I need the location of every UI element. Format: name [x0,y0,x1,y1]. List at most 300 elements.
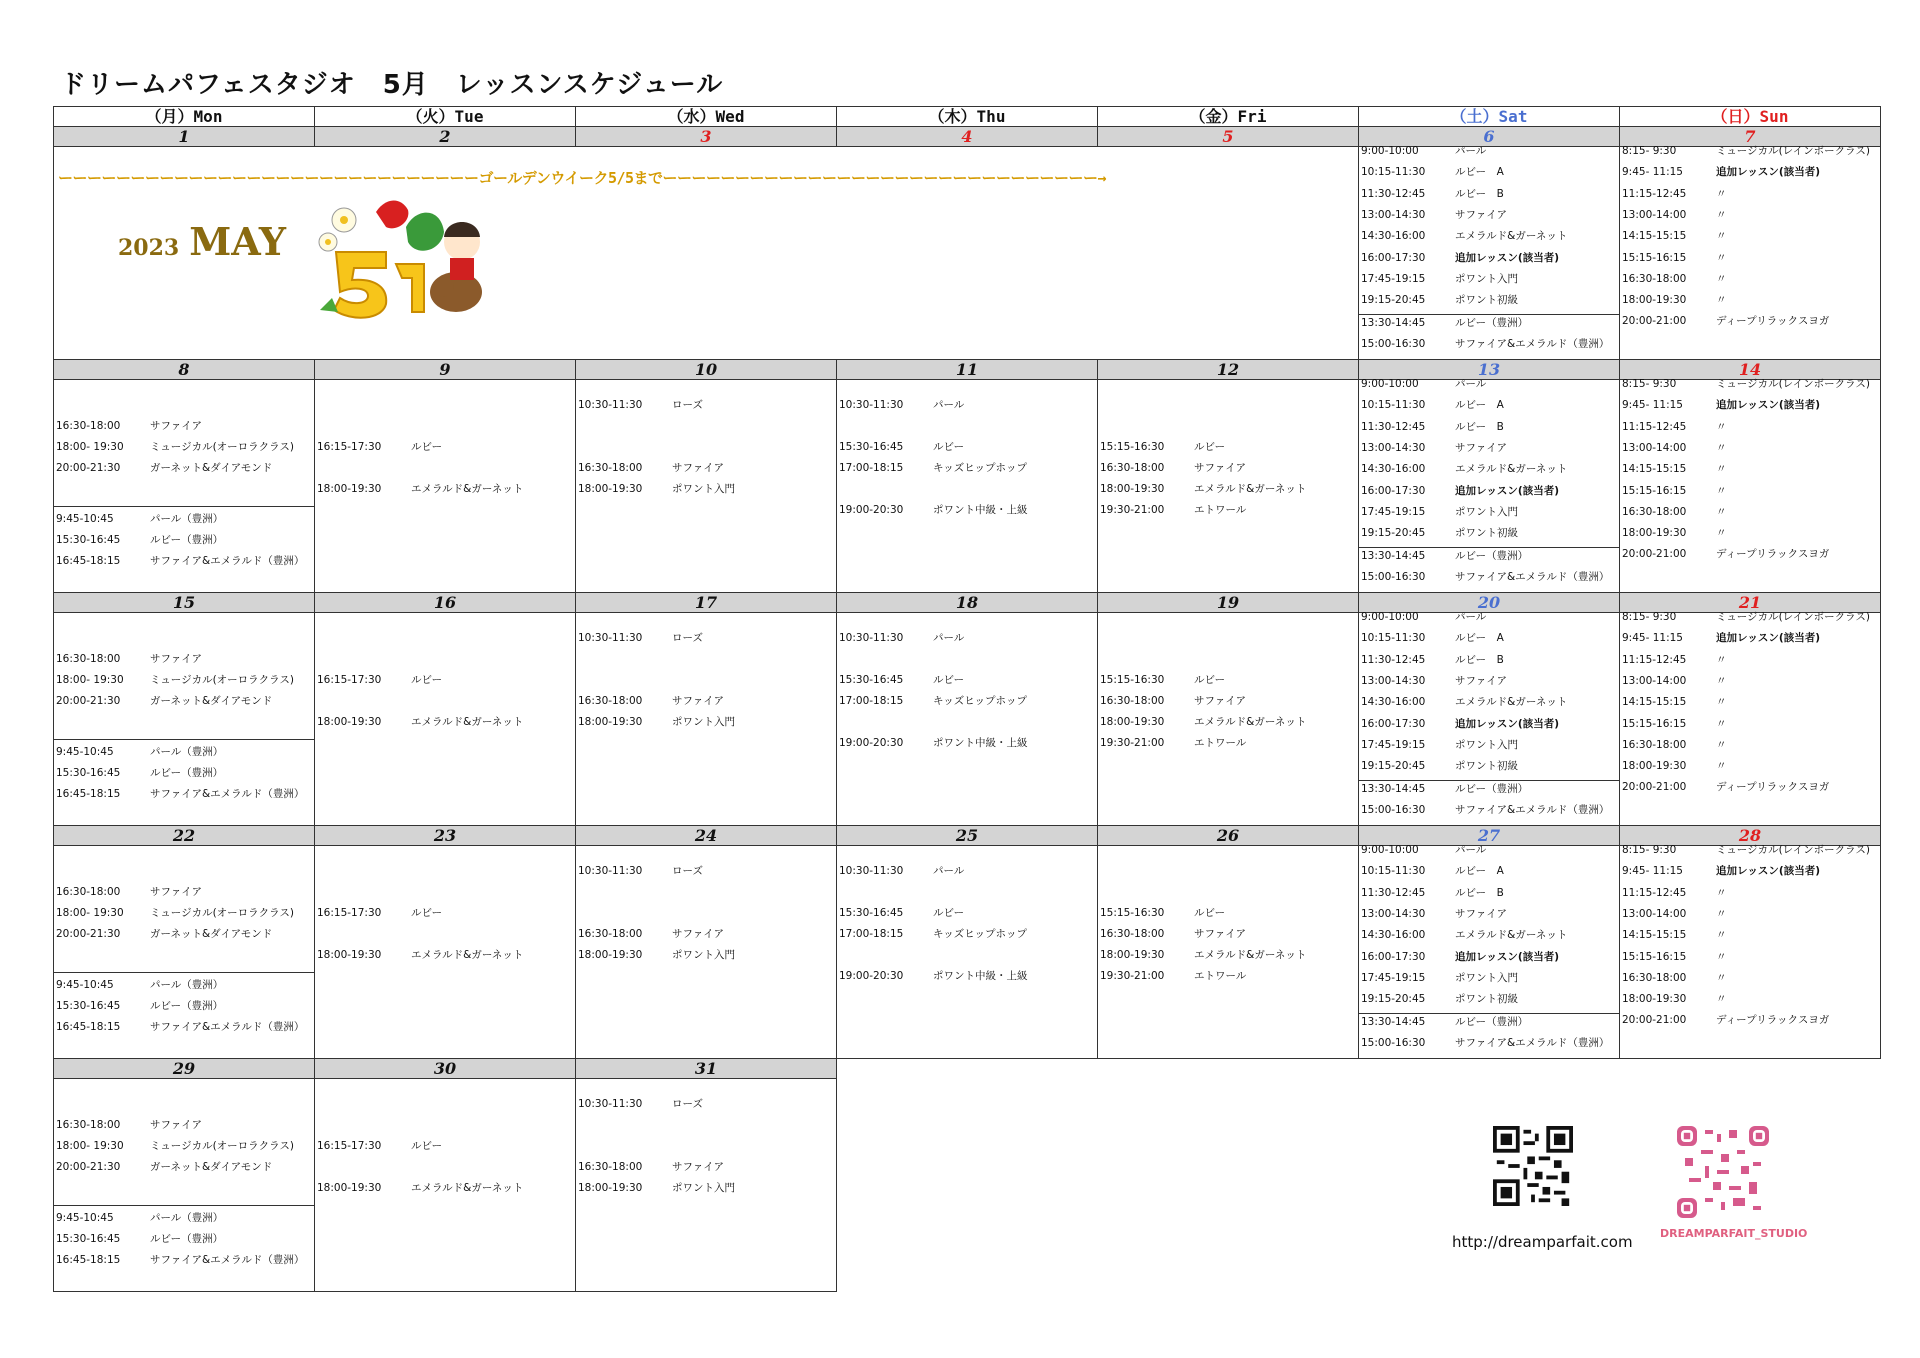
lesson-slot [1361,485,1559,498]
lesson-time: 14:15-15:15 [1622,929,1687,942]
lesson-time: 20:00-21:30 [56,695,121,707]
lesson-name: ポワント入門 [672,483,735,495]
lesson-slot [1361,675,1507,688]
lesson-name: ルビー A [1455,865,1504,878]
lesson-slot [1622,675,1727,688]
lesson-name: 追加レッスン(該当者) [1455,717,1559,730]
day-number: 6 [1359,127,1620,147]
lesson-name: ポワント初級 [1455,760,1518,773]
lesson-name: キッズヒップホップ [933,695,1027,707]
lesson-slot [1100,949,1306,962]
lesson-slot [1361,887,1504,900]
lesson-slot [1361,632,1504,645]
lesson-slot [1622,315,1829,328]
lesson-name: ルビー [933,441,965,453]
lesson-slot [578,1182,735,1195]
lesson-slot [1622,294,1727,307]
lesson-slot [1622,378,1870,391]
lesson-slot [1622,188,1727,201]
week-row [54,1079,1881,1292]
lesson-name: エトワール [1194,970,1247,982]
lesson-slot [1622,951,1727,964]
location-divider [1359,1013,1619,1014]
golden-week-cell [54,147,1359,360]
lesson-slot [317,716,523,729]
lesson-name: ルビー [1194,441,1226,453]
lesson-time: 14:30-16:00 [1361,463,1426,476]
day-number-row [54,127,1881,147]
day-number: 2 [315,127,576,147]
lesson-time: 9:45-10:45 [56,1212,114,1224]
lesson-slot [1622,527,1727,540]
lesson-time: 16:15-17:30 [317,907,382,919]
lesson-time: 13:00-14:30 [1361,208,1426,221]
day-number: 3 [576,127,837,147]
lesson-slot [56,441,294,454]
lesson-name: ルビー（豊洲） [150,767,224,779]
lesson-name: ローズ [672,632,703,644]
day-cell-sat [1359,613,1620,826]
lesson-time: 9:00-10:00 [1361,378,1419,390]
lesson-time: 16:00-17:30 [1361,950,1426,963]
lesson-time: 16:30-18:00 [1622,272,1687,285]
lesson-slot [1361,421,1504,434]
lesson-name: サファイア [1194,928,1246,940]
lesson-name: エトワール [1194,737,1247,749]
lesson-name: パール [1455,844,1487,856]
lesson-time: 10:15-11:30 [1361,399,1426,412]
lesson-name: ディープリラックスヨガ [1716,315,1830,328]
day-number: 8 [54,360,315,380]
lesson-time: 9:45- 11:15 [1622,399,1683,412]
lesson-name: 追加レッスン(該当者) [1716,865,1820,878]
lesson-slot [56,907,294,920]
lesson-slot [1361,506,1518,519]
lesson-time: 17:45-19:15 [1361,738,1426,751]
lesson-time: 16:00-17:30 [1361,717,1426,730]
lesson-slot [839,907,964,920]
lesson-slot [839,441,964,454]
lesson-time: 9:45- 11:15 [1622,632,1683,645]
lesson-slot [1622,230,1727,243]
lesson-time: 13:00-14:00 [1622,208,1687,221]
lesson-slot [317,1140,442,1153]
lesson-name: パール [933,865,965,877]
day-number: 25 [837,826,1098,846]
day-number: 18 [837,593,1098,613]
lesson-time: 15:15-16:15 [1622,484,1687,497]
lesson-slot [839,970,1028,983]
lesson-time: 19:15-20:45 [1361,294,1426,307]
lesson-slot [1622,865,1820,878]
lesson-time: 15:15-16:15 [1622,251,1687,264]
lesson-time: 15:15-16:30 [1100,674,1165,686]
lesson-time: 16:30-18:00 [56,1119,121,1131]
lesson-slot [1361,317,1528,330]
lesson-name: ルビー（豊洲） [150,1233,224,1245]
lesson-time: 11:30-12:45 [1361,886,1426,899]
lesson-time: 16:30-18:00 [578,1161,643,1173]
lesson-name: 追加レッスン(該当者) [1455,950,1559,963]
lesson-slot [578,716,735,729]
header-fri: （金）Fri [1098,107,1359,127]
lesson-time: 15:00-16:30 [1361,1037,1426,1050]
lesson-name: サファイア [150,420,202,432]
lesson-name: エメラルド&ガーネット [1194,716,1307,728]
lesson-name: ミュージカル(オーロラクラス) [150,674,294,686]
lesson-time: 16:30-18:00 [56,653,121,665]
day-cell-sat [1359,147,1620,360]
lesson-name: サファイア [150,653,202,665]
lesson-time: 18:00- 19:30 [56,1140,124,1152]
lesson-slot [56,555,304,568]
lesson-slot [56,1161,272,1174]
lesson-name: サファイア [672,695,724,707]
lesson-time: 9:00-10:00 [1361,145,1419,157]
day-number: 19 [1098,593,1359,613]
lesson-slot [578,632,703,645]
lesson-time: 18:00-19:30 [317,483,382,495]
lesson-name: ポワント入門 [1455,971,1518,984]
lesson-slot [578,865,703,878]
lesson-slot [1622,696,1727,709]
lesson-name: ルビー（豊洲） [150,1000,224,1012]
lesson-name: ポワント入門 [672,716,735,728]
lesson-slot [1100,695,1246,708]
lesson-slot [1100,928,1246,941]
lesson-slot [317,907,442,920]
lesson-slot [1361,145,1486,158]
lesson-name: ルビー [1194,674,1226,686]
lesson-name: エメラルド&ガーネット [1455,230,1568,243]
lesson-name: ローズ [672,399,703,411]
lesson-time: 17:00-18:15 [839,928,904,940]
lesson-name: サファイア [672,462,724,474]
lesson-name: ガーネット&ダイアモンド [150,695,273,707]
lesson-time: 19:30-21:00 [1100,504,1165,516]
lesson-name: サファイア [1455,907,1507,920]
day-cell-wed [576,613,837,826]
day-number: 1 [54,127,315,147]
day-cell-tue [315,846,576,1059]
lesson-time: 11:30-12:45 [1361,420,1426,433]
lesson-name: エメラルド&ガーネット [1455,463,1568,476]
lesson-slot [1622,632,1820,645]
lesson-time: 11:15-12:45 [1622,653,1687,666]
lesson-name: 〃 [1716,420,1727,433]
day-cell-tue [315,613,576,826]
lesson-slot [839,695,1027,708]
lesson-name: 〃 [1716,230,1727,243]
location-divider [54,506,314,507]
lesson-slot [56,1254,304,1267]
lesson-slot [56,767,223,780]
lesson-time: 19:30-21:00 [1100,737,1165,749]
lesson-time: 19:15-20:45 [1361,527,1426,540]
lesson-time: 13:00-14:30 [1361,907,1426,920]
lesson-time: 14:30-16:00 [1361,929,1426,942]
lesson-name: ポワント初級 [1455,294,1518,307]
lesson-name: 〃 [1716,527,1727,540]
day-number: 9 [315,360,576,380]
lesson-time: 11:15-12:45 [1622,420,1687,433]
header-mon: （月）Mon [54,107,315,127]
week-row [54,380,1881,593]
lesson-slot [1622,145,1870,158]
lesson-name: ルビー [933,907,965,919]
lesson-time: 18:00- 19:30 [56,907,124,919]
lesson-name: サファイア [150,886,202,898]
lesson-name: ポワント中級・上級 [933,504,1028,516]
day-number: 26 [1098,826,1359,846]
lesson-name: サファイア [1194,695,1246,707]
lesson-slot [56,1000,223,1013]
lesson-name: エメラルド&ガーネット [411,1182,524,1194]
header-wed: （水）Wed [576,107,837,127]
lesson-slot [56,886,202,899]
day-cell-thu [837,380,1098,593]
lesson-name: パール [933,399,965,411]
day-cell-sat [1359,380,1620,593]
lesson-name: パール（豊洲） [150,979,224,991]
day-number [1620,1059,1881,1079]
lesson-time: 15:30-16:45 [56,767,121,779]
day-number: 11 [837,360,1098,380]
lesson-time: 15:00-16:30 [1361,804,1426,817]
lesson-name: ルビー（豊洲） [1455,317,1529,329]
lesson-name: ルビー A [1455,632,1504,645]
lesson-slot [1622,739,1727,752]
lesson-slot [578,462,724,475]
lesson-slot [1622,972,1727,985]
lesson-time: 8:15- 9:30 [1622,844,1677,856]
lesson-name: 〃 [1716,929,1727,942]
lesson-time: 13:00-14:30 [1361,674,1426,687]
lesson-time: 19:00-20:30 [839,504,904,516]
lesson-name: サファイア&エメラルド（豊洲） [150,788,305,800]
lesson-slot [317,949,523,962]
lesson-name: ルビー B [1455,653,1504,666]
lesson-slot [56,653,202,666]
lesson-slot [1361,1016,1528,1029]
lesson-name: キッズヒップホップ [933,462,1027,474]
lesson-time: 9:45-10:45 [56,746,114,758]
lesson-time: 18:00-19:30 [1622,294,1687,307]
lesson-name: 〃 [1716,993,1727,1006]
day-number [1359,1059,1620,1079]
day-number: 13 [1359,360,1620,380]
lesson-name: 〃 [1716,717,1727,730]
day-cell-sun [1620,846,1881,1059]
lesson-slot [56,746,223,759]
lesson-name: ポワント入門 [1455,505,1518,518]
lesson-slot [1100,504,1246,517]
lesson-time: 16:30-18:00 [1100,928,1165,940]
lesson-name: ローズ [672,865,703,877]
location-divider [54,972,314,973]
lesson-time: 13:00-14:00 [1622,674,1687,687]
lesson-time: 16:30-18:00 [1622,971,1687,984]
lesson-slot [1361,696,1567,709]
lesson-time: 18:00-19:30 [578,716,643,728]
lesson-slot [317,674,442,687]
lesson-name: 〃 [1716,187,1727,200]
lesson-slot [1361,294,1518,307]
lesson-name: 〃 [1716,441,1727,454]
lesson-slot [1622,442,1727,455]
lesson-time: 16:45-18:15 [56,1254,121,1266]
page-title: ドリームパフェスタジオ 5月 レッスンスケジュール [60,70,724,100]
lesson-name: ルビー [411,441,443,453]
lesson-name: サファイア&エメラルド（豊洲） [1455,571,1610,584]
lesson-time: 18:00-19:30 [1622,760,1687,773]
lesson-time: 16:00-17:30 [1361,484,1426,497]
lesson-slot [1622,166,1820,179]
lesson-slot [1100,462,1246,475]
location-divider [1359,780,1619,781]
lesson-time: 10:30-11:30 [839,399,904,411]
lesson-time: 17:45-19:15 [1361,272,1426,285]
lesson-name: サファイア [150,1119,202,1131]
day-cell-sun [1620,613,1881,826]
lesson-name: ルビー（豊洲） [150,534,224,546]
lesson-slot [1622,929,1727,942]
lesson-time: 18:00-19:30 [578,949,643,961]
lesson-slot [578,928,724,941]
lesson-slot [317,1182,523,1195]
lesson-name: 〃 [1716,208,1727,221]
lesson-name: サファイア&エメラルド（豊洲） [1455,804,1610,817]
lesson-slot [839,737,1028,750]
lesson-time: 15:30-16:45 [839,674,904,686]
lesson-name: ガーネット&ダイアモンド [150,462,273,474]
day-cell-wed [576,846,837,1059]
day-number [1098,1059,1359,1079]
lesson-time: 16:45-18:15 [56,555,121,567]
lesson-name: パール（豊洲） [150,1212,224,1224]
lesson-slot [1100,907,1225,920]
lesson-slot [1361,929,1567,942]
lesson-name: ポワント入門 [1455,272,1518,285]
lesson-name: サファイア [672,1161,724,1173]
lesson-name: ガーネット&ダイアモンド [150,1161,273,1173]
weekday-header-row [54,107,1881,127]
lesson-name: エメラルド&ガーネット [411,949,524,961]
lesson-time: 11:30-12:45 [1361,187,1426,200]
day-number: 31 [576,1059,837,1079]
day-number: 17 [576,593,837,613]
day-number [837,1059,1098,1079]
header-thu: （木）Thu [837,107,1098,127]
day-number: 28 [1620,826,1881,846]
day-number: 7 [1620,127,1881,147]
day-number: 14 [1620,360,1881,380]
day-number-row [54,1059,1881,1079]
lesson-time: 15:15-16:30 [1100,441,1165,453]
lesson-name: パール [1455,145,1487,157]
lesson-name: エメラルド&ガーネット [411,716,524,728]
lesson-time: 8:15- 9:30 [1622,611,1677,623]
lesson-name: ルビー [411,1140,443,1152]
lesson-time: 18:00-19:30 [1100,716,1165,728]
day-number: 5 [1098,127,1359,147]
lesson-slot [56,674,294,687]
lesson-name: ルビー（豊洲） [1455,783,1529,795]
lesson-time: 20:00-21:30 [56,928,121,940]
lesson-name: ミュージカル(レインボークラス) [1716,145,1870,157]
lesson-name: 追加レッスン(該当者) [1455,251,1559,264]
day-number: 4 [837,127,1098,147]
lesson-time: 15:30-16:45 [56,1000,121,1012]
lesson-time: 9:45- 11:15 [1622,865,1683,878]
lesson-slot [317,441,442,454]
day-number: 20 [1359,593,1620,613]
website-url[interactable]: http://dreamparfait.com [1452,1233,1633,1251]
lesson-slot [1361,654,1504,667]
lesson-slot [1100,674,1225,687]
lesson-name: ミュージカル(オーロラクラス) [150,907,294,919]
lesson-time: 19:15-20:45 [1361,993,1426,1006]
lesson-name: ルビー B [1455,886,1504,899]
lesson-name: 〃 [1716,505,1727,518]
lesson-time: 19:15-20:45 [1361,760,1426,773]
lesson-slot [1100,716,1306,729]
lesson-time: 15:30-16:45 [839,907,904,919]
lesson-name: ポワント入門 [672,949,735,961]
lesson-time: 16:30-18:00 [1100,695,1165,707]
lesson-slot [578,949,735,962]
lesson-name: サファイア&エメラルド（豊洲） [1455,338,1610,351]
lesson-slot [839,674,964,687]
day-cell-sun [1620,380,1881,593]
instagram-qr-code [1677,1126,1769,1218]
lesson-name: サファイア [1455,208,1507,221]
lesson-time: 19:00-20:30 [839,737,904,749]
day-number: 10 [576,360,837,380]
lesson-slot [839,928,1027,941]
lesson-slot [1622,273,1727,286]
lesson-name: 〃 [1716,272,1727,285]
lesson-time: 16:30-18:00 [578,928,643,940]
day-cell-mon [54,380,315,593]
lesson-name: ルビー [411,907,443,919]
lesson-time: 13:00-14:30 [1361,441,1426,454]
lesson-slot [1622,611,1870,624]
lesson-time: 16:30-18:00 [578,695,643,707]
lesson-time: 16:15-17:30 [317,674,382,686]
day-cell-mon [54,846,315,1059]
lesson-slot [578,483,735,496]
lesson-slot [56,420,202,433]
lesson-slot [1361,1037,1609,1050]
lesson-slot [839,632,964,645]
lesson-time: 18:00-19:30 [578,483,643,495]
lesson-time: 20:00-21:30 [56,462,121,474]
lesson-time: 8:15- 9:30 [1622,378,1677,390]
lesson-slot [56,1212,223,1225]
lesson-time: 14:30-16:00 [1361,696,1426,709]
lesson-time: 13:30-14:45 [1361,1016,1426,1028]
lesson-time: 16:15-17:30 [317,441,382,453]
lesson-slot [1361,550,1528,563]
location-divider [54,739,314,740]
lesson-time: 17:00-18:15 [839,695,904,707]
lesson-name: ディープリラックスヨガ [1716,548,1830,561]
lesson-name: ガーネット&ダイアモンド [150,928,273,940]
lesson-slot [1361,442,1507,455]
lesson-name: キッズヒップホップ [933,928,1027,940]
day-number: 29 [54,1059,315,1079]
